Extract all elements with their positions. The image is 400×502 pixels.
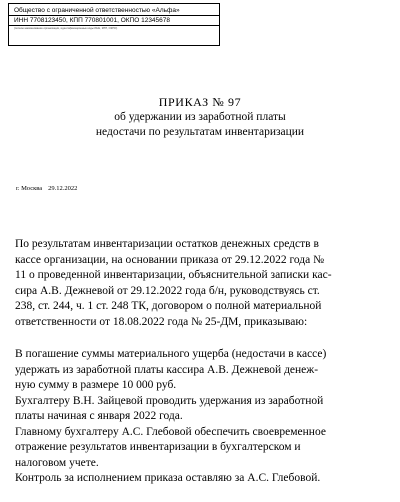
- text-line: ную сумму в размере 10 000 руб.: [15, 379, 177, 391]
- organization-fine-print: (полное наименование организации, идентификационные коды ИНН, КПП, ОКПО): [14, 27, 118, 30]
- order-preamble: [15, 237, 387, 330]
- text-line: налоговом учете.: [15, 456, 99, 469]
- order-title: [0, 95, 400, 140]
- order-date: 29.12.2022: [48, 185, 78, 192]
- order-place: г. Москва: [16, 185, 43, 192]
- place-and-date: [16, 184, 77, 193]
- organization-ids: ИНН 7708123450, КПП 770801001, ОКПО 12345678: [14, 17, 171, 24]
- text-line: кассе организации, на основании приказа от 29.12.2022 года №: [15, 253, 325, 266]
- text-line: 11 о проведенной инвентаризации, объяснительной записки кас-: [15, 269, 332, 281]
- text-line: По результатам инвентаризации остатков денежных средств в: [15, 238, 319, 250]
- text-line: ответственности от 18.08.2022 года № 25-ДМ, приказываю:: [15, 315, 308, 328]
- text-line: отражение результатов инвентаризации в бухгалтерском и: [15, 441, 301, 453]
- text-line: удержать из заработной платы кассира А.В. Дежневой денеж-: [15, 363, 319, 376]
- organization-name: Общество с ограниченной ответственностью «Альфа»: [14, 7, 180, 14]
- text-line: платы начиная с января 2022 года.: [15, 410, 183, 422]
- text-line: Контроль за исполнением приказа оставляю за А.С. Глебовой.: [15, 472, 321, 484]
- text-line: Главному бухгалтеру А.С. Глебовой обеспечить своевременное: [15, 425, 326, 438]
- order-number: ПРИКАЗ № 97: [158, 95, 242, 109]
- order-subject-line-1: об удержании из заработной платы: [114, 111, 286, 123]
- order-subject-line-2: недостачи по результатам инвентаризации: [95, 126, 305, 138]
- organization-header: [8, 3, 220, 46]
- text-line: В погашение суммы материального ущерба (недостачи в кассе): [15, 348, 327, 360]
- text-line: сира А.В. Дежневой от 29.12.2022 года б/н, руководствуясь ст.: [15, 284, 320, 297]
- text-line: 238, ст. 244, ч. 1 ст. 248 ТК, договором о полной материальной: [15, 300, 322, 312]
- text-line: Бухгалтеру В.Н. Зайцевой проводить удержания из заработной: [15, 394, 324, 407]
- order-instructions: [15, 347, 387, 487]
